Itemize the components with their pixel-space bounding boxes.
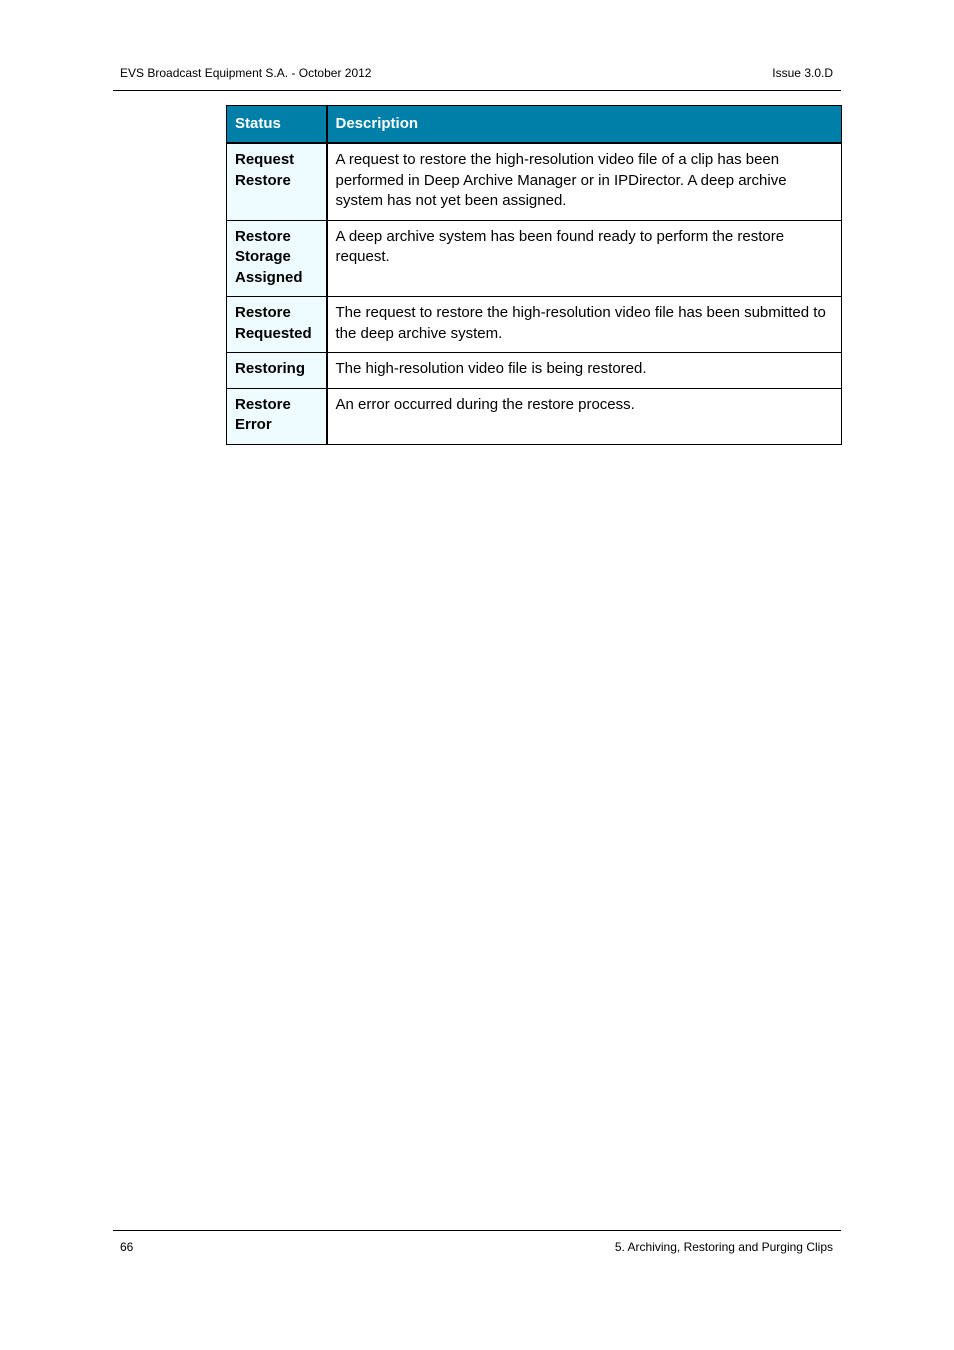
- table-row: [227, 353, 842, 389]
- description-cell: The high-resolution video file is being restored.: [327, 353, 842, 389]
- status-cell: Restoring: [227, 353, 327, 389]
- status-cell: Request Restore: [227, 143, 327, 220]
- description-cell: An error occurred during the restore process.: [327, 388, 842, 444]
- table-row: [227, 143, 842, 220]
- table-row: [227, 297, 842, 353]
- status-cell: Restore Requested: [227, 297, 327, 353]
- table-row: [227, 388, 842, 444]
- column-header-status: Status: [227, 106, 327, 144]
- restore-status-table: [226, 105, 842, 445]
- description-cell: A request to restore the high-resolution video file of a clip has been performed in Deep Archive Manager or in IPDirector. A deep archive system has not yet been assigned.: [327, 143, 842, 220]
- page-footer: [113, 1230, 841, 1254]
- table-header-row: [227, 106, 842, 144]
- chapter-title: 5. Archiving, Restoring and Purging Clips: [614, 1240, 833, 1254]
- status-cell: Restore Storage Assigned: [227, 220, 327, 297]
- header-issue: Issue 3.0.D: [772, 66, 833, 80]
- page-header: [113, 64, 841, 91]
- description-cell: The request to restore the high-resolution video file has been submitted to the deep archive system.: [327, 297, 842, 353]
- description-cell: A deep archive system has been found ready to perform the restore request.: [327, 220, 842, 297]
- header-publisher: EVS Broadcast Equipment S.A. - October 2012: [120, 66, 372, 80]
- table-row: [227, 220, 842, 297]
- column-header-description: Description: [327, 106, 842, 144]
- status-cell: Restore Error: [227, 388, 327, 444]
- page-number: 66: [120, 1240, 134, 1254]
